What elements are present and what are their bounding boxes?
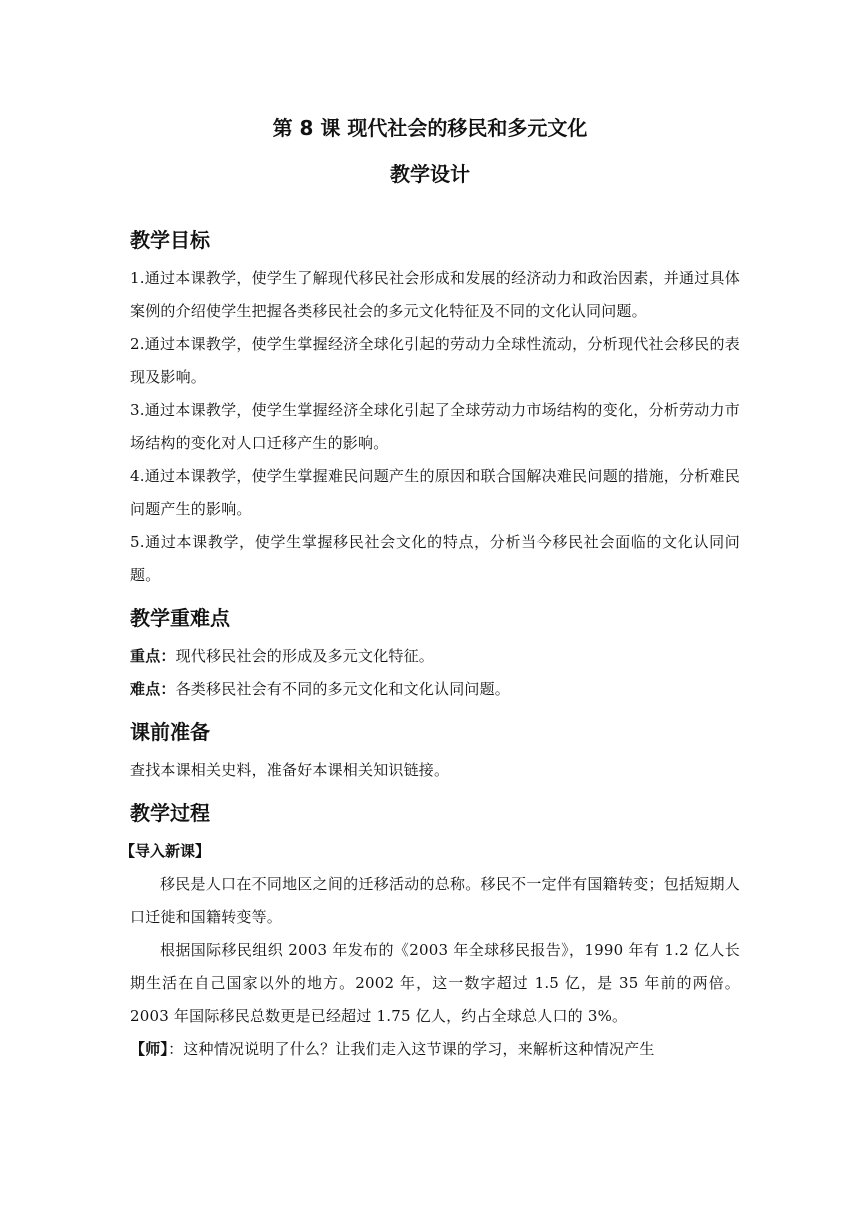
teacher-label: 【师】 bbox=[130, 1040, 169, 1058]
objectives-heading: 教学目标 bbox=[130, 228, 210, 252]
teacher-text: ：这种情况说明了什么？让我们走入这节课的学习，来解析这种情况产生 bbox=[168, 1040, 655, 1058]
objective-item-5: 5.通过本课教学，使学生掌握移民社会文化的特点，分析当今移民社会面临的文化认同问题。 bbox=[130, 533, 740, 584]
document-subtitle: 教学设计 bbox=[390, 162, 470, 186]
preparation-heading: 课前准备 bbox=[130, 720, 210, 744]
teacher-line bbox=[130, 1033, 740, 1066]
process-paragraph-2: 根据国际移民组织 2003 年发布的《2003 年全球移民报告》，1990 年有 1.2 亿人长期生活在自己国家以外的地方。2002 年，这一数字超过 1.5 亿，是 35 年前的两倍。2003 年国际移民总数更是已经超过 1.75 亿人，约占全球总人口的 3%。 bbox=[130, 941, 740, 1025]
intro-label: 【导入新课】 bbox=[120, 842, 211, 860]
focus-label: 重点： bbox=[130, 647, 176, 665]
difficulty-label: 难点： bbox=[130, 680, 176, 698]
process-paragraph-1: 移民是人口在不同地区之间的迁移活动的总称。移民不一定伴有国籍转变；包括短期人口迁徙和国籍转变等。 bbox=[130, 875, 740, 926]
difficulty-line bbox=[130, 673, 740, 706]
preparation-text: 查找本课相关史料，准备好本课相关知识链接。 bbox=[130, 761, 450, 779]
objectives-section bbox=[130, 224, 740, 592]
focus-text: 现代移民社会的形成及多元文化特征。 bbox=[175, 647, 435, 665]
key-points-heading: 教学重难点 bbox=[130, 606, 230, 630]
objective-item-3: 3.通过本课教学，使学生掌握经济全球化引起了全球劳动力市场结构的变化，分析劳动力市场结构的变化对人口迁移产生的影响。 bbox=[130, 401, 740, 452]
preparation-section bbox=[130, 716, 740, 787]
objective-item-1: 1.通过本课教学，使学生了解现代移民社会形成和发展的经济动力和政治因素，并通过具体案例的介绍使学生把握各类移民社会的多元文化特征及不同的文化认同问题。 bbox=[130, 269, 740, 320]
difficulty-text: 各类移民社会有不同的多元文化和文化认同问题。 bbox=[175, 680, 511, 698]
process-section bbox=[120, 797, 740, 1066]
objective-item-2: 2.通过本课教学，使学生掌握经济全球化引起的劳动力全球性流动，分析现代社会移民的表现及影响。 bbox=[130, 335, 740, 386]
key-points-section bbox=[130, 602, 740, 706]
focus-line bbox=[130, 640, 740, 673]
document-title: 第 8 课 现代社会的移民和多元文化 bbox=[272, 116, 588, 140]
objective-item-4: 4.通过本课教学，使学生掌握难民问题产生的原因和联合国解决难民问题的措施，分析难民问题产生的影响。 bbox=[130, 467, 740, 518]
process-heading: 教学过程 bbox=[130, 801, 210, 825]
document-body bbox=[120, 224, 740, 1066]
